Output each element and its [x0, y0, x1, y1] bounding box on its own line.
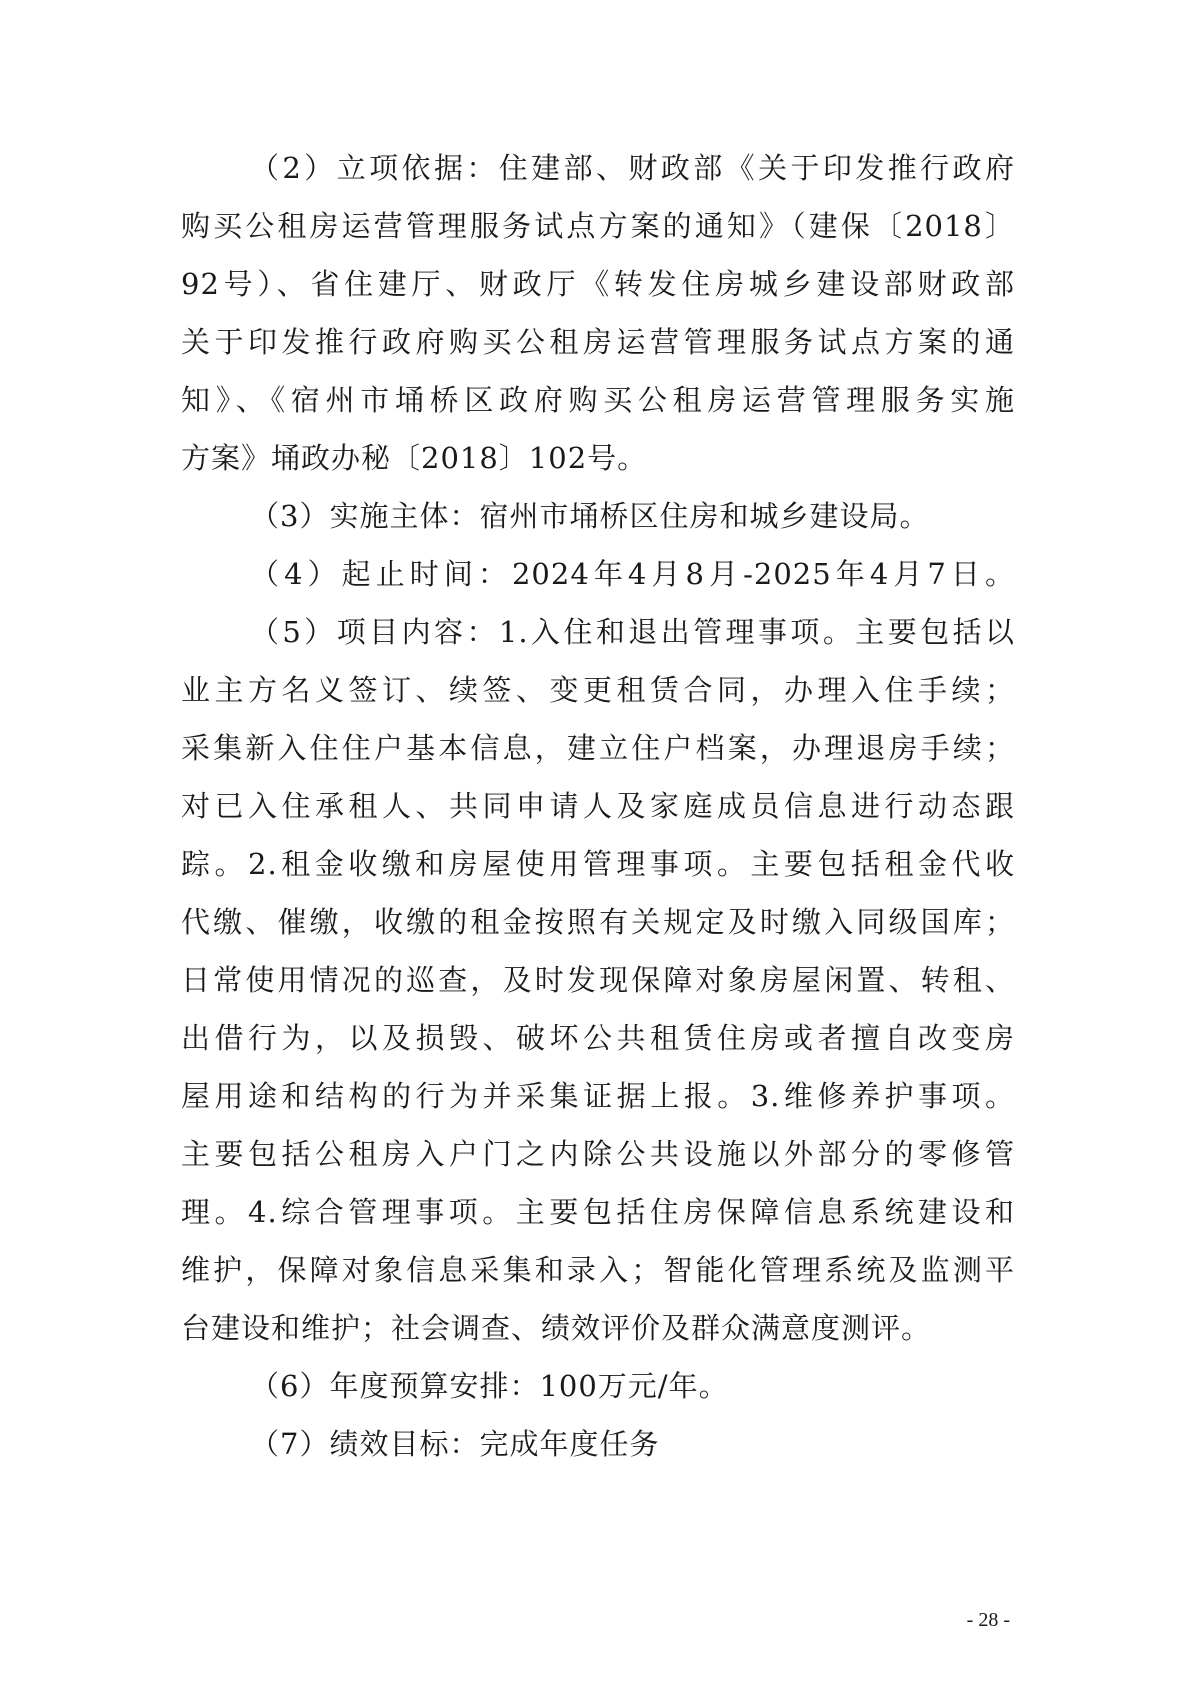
text-line: 关于印发推行政府购买公租房运营管理服务试点方案的通 — [181, 325, 1015, 359]
text-line: 代缴、催缴，收缴的租金按照有关规定及时缴入同级国库； — [181, 905, 1015, 939]
text-line: 采集新入住住户基本信息，建立住户档案，办理退房手续； — [181, 731, 1015, 765]
text-line: （2）立项依据：住建部、财政部《关于印发推行政府 — [250, 151, 1015, 185]
text-line: 理。4.综合管理事项。主要包括住房保障信息系统建设和 — [181, 1195, 1015, 1229]
text-line: 出借行为，以及损毁、破坏公共租赁住房或者擅自改变房 — [181, 1021, 1015, 1055]
text-line: 主要包括公租房入户门之内除公共设施以外部分的零修管 — [181, 1137, 1015, 1171]
text-line: 对已入住承租人、共同申请人及家庭成员信息进行动态跟 — [181, 789, 1015, 823]
text-line: 知》、《宿州市埇桥区政府购买公租房运营管理服务实施 — [181, 383, 1015, 417]
text-line: 日常使用情况的巡查，及时发现保障对象房屋闲置、转租、 — [181, 963, 1015, 997]
text-line: 方案》埇政办秘〔2018〕102号。 — [181, 441, 648, 475]
text-line: （5）项目内容：1.入住和退出管理事项。主要包括以 — [250, 615, 1015, 649]
text-line: 业主方名义签订、续签、变更租赁合同，办理入住手续； — [181, 673, 1015, 707]
text-line: 维护，保障对象信息采集和录入；智能化管理系统及监测平 — [181, 1253, 1015, 1287]
text-line: （6）年度预算安排：100万元/年。 — [250, 1369, 729, 1403]
text-line: 屋用途和结构的行为并采集证据上报。3.维修养护事项。 — [181, 1079, 1015, 1113]
text-line: 购买公租房运营管理服务试点方案的通知》（建保〔2018〕 — [181, 209, 1015, 243]
text-line: （4）起止时间：2024年4月8月-2025年4月7日。 — [250, 557, 1015, 591]
text-line: 台建设和维护；社会调查、绩效评价及群众满意度测评。 — [181, 1311, 932, 1345]
text-line: 踪。2.租金收缴和房屋使用管理事项。主要包括租金代收 — [181, 847, 1015, 881]
text-line: （7）绩效目标：完成年度任务 — [250, 1427, 660, 1461]
page-number: - 28 - — [966, 1609, 1010, 1631]
text-line: （3）实施主体：宿州市埇桥区住房和城乡建设局。 — [250, 499, 930, 533]
text-line: 92号）、省住建厅、财政厅《转发住房城乡建设部财政部 — [181, 267, 1015, 301]
